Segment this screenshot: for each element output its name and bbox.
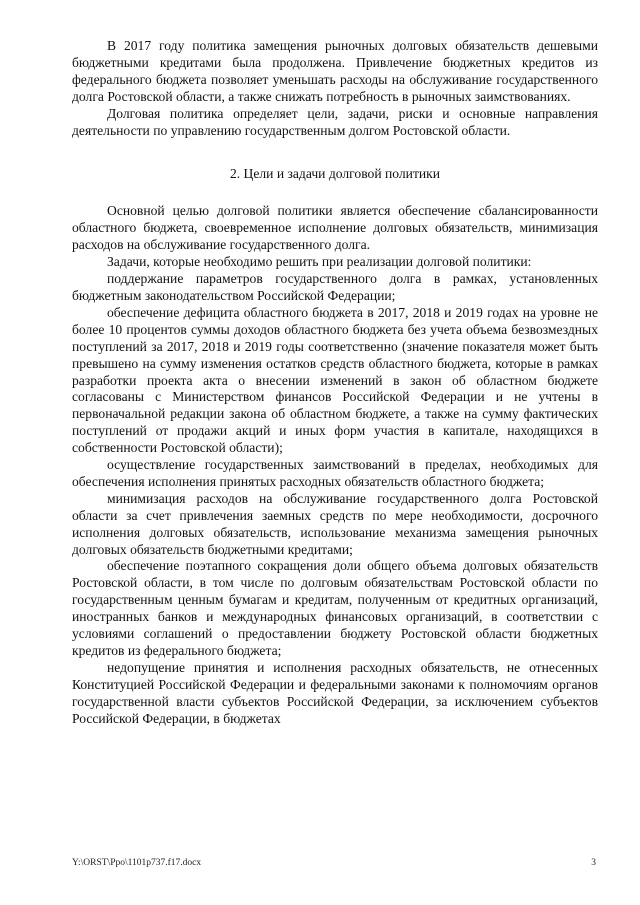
paragraph-task-5: обеспечение поэтапного сокращения доли общего объема долговых обязательств Ростовской области, в том числе по долговым обязательствам Ростовской области по государственным ценным бумагам и кредитам, полученным от кредитных организаций, иностранных банков и международных финансовых организаций, в соответствии с условиями соглашений о предоставлении бюджету Ростовской области бюджетных кредитов из федерального бюджета; bbox=[72, 558, 598, 658]
paragraph-task-2: обеспечение дефицита областного бюджета в 2017, 2018 и 2019 годах на уровне не более 10 процентов суммы доходов областного бюджета без учета объема безвозмездных поступлений за 2017, 2018 и 2019 годы соответственно (значение показателя может быть превышено на сумму изменения остатков средств областного бюджета, которые в рамках разработки проекта акта о внесении изменений в закон об областном бюджете согласованы с Министерством финансов Российской Федерации и не учтены в первоначальной редакции закона об областном бюджете, а также на сумму фактических поступлений от продажи акций и иных форм участия в капитале, находящихся в собственности Ростовской области); bbox=[72, 304, 598, 456]
paragraph-tasks-intro: Задачи, которые необходимо решить при реализации долговой политики: bbox=[107, 254, 532, 270]
paragraph-task-6: недопущение принятия и исполнения расходных обязательств, не отнесенных Конституцией Российской Федерации и федеральными законами к полномочиям органов государственной власти субъектов Российской Федерации, за исключением субъектов Российской Федерации, в бюджетах bbox=[72, 659, 598, 726]
footer-file-path: Y:\ORST\Ppo\1101p737.f17.docx bbox=[72, 858, 202, 868]
paragraph-intro-2: Долговая политика определяет цели, задачи, риски и основные направления деятельности по управлению государственным долгом Ростовской области. bbox=[72, 105, 598, 138]
section-heading: 2. Цели и задачи долговой политики bbox=[229, 166, 441, 182]
footer-page-number: 3 bbox=[591, 858, 596, 868]
paragraph-main-goal: Основной целью долговой политики является обеспечение сбалансированности областного бюджета, своевременное исполнение долговых обязательств, минимизация расходов на обслуживание государственного долга. bbox=[72, 203, 598, 253]
paragraph-task-3: осуществление государственных заимствований в пределах, необходимых для обеспечения исполнения принятых расходных обязательств областного бюджета; bbox=[72, 457, 598, 489]
paragraph-intro-1: В 2017 году политика замещения рыночных долговых обязательств дешевыми бюджетными кредитами была продолжена. Привлечение бюджетных кредитов из федерального бюджета позволяет уменьшать расходы на обслуживание государственного долга Ростовской области, а также снижать потребность в рыночных заимствованиях. bbox=[72, 38, 598, 104]
paragraph-task-4: минимизация расходов на обслуживание государственного долга Ростовской области за счет привлечения заемных средств по мере необходимости, досрочного исполнения долговых обязательств, использование механизма замещения рыночных долговых обязательств бюджетными кредитами; bbox=[72, 490, 598, 557]
document-page bbox=[72, 38, 598, 728]
paragraph-task-1: поддержание параметров государственного долга в рамках, установленных бюджетным законодательством Российской Федерации; bbox=[72, 271, 598, 303]
